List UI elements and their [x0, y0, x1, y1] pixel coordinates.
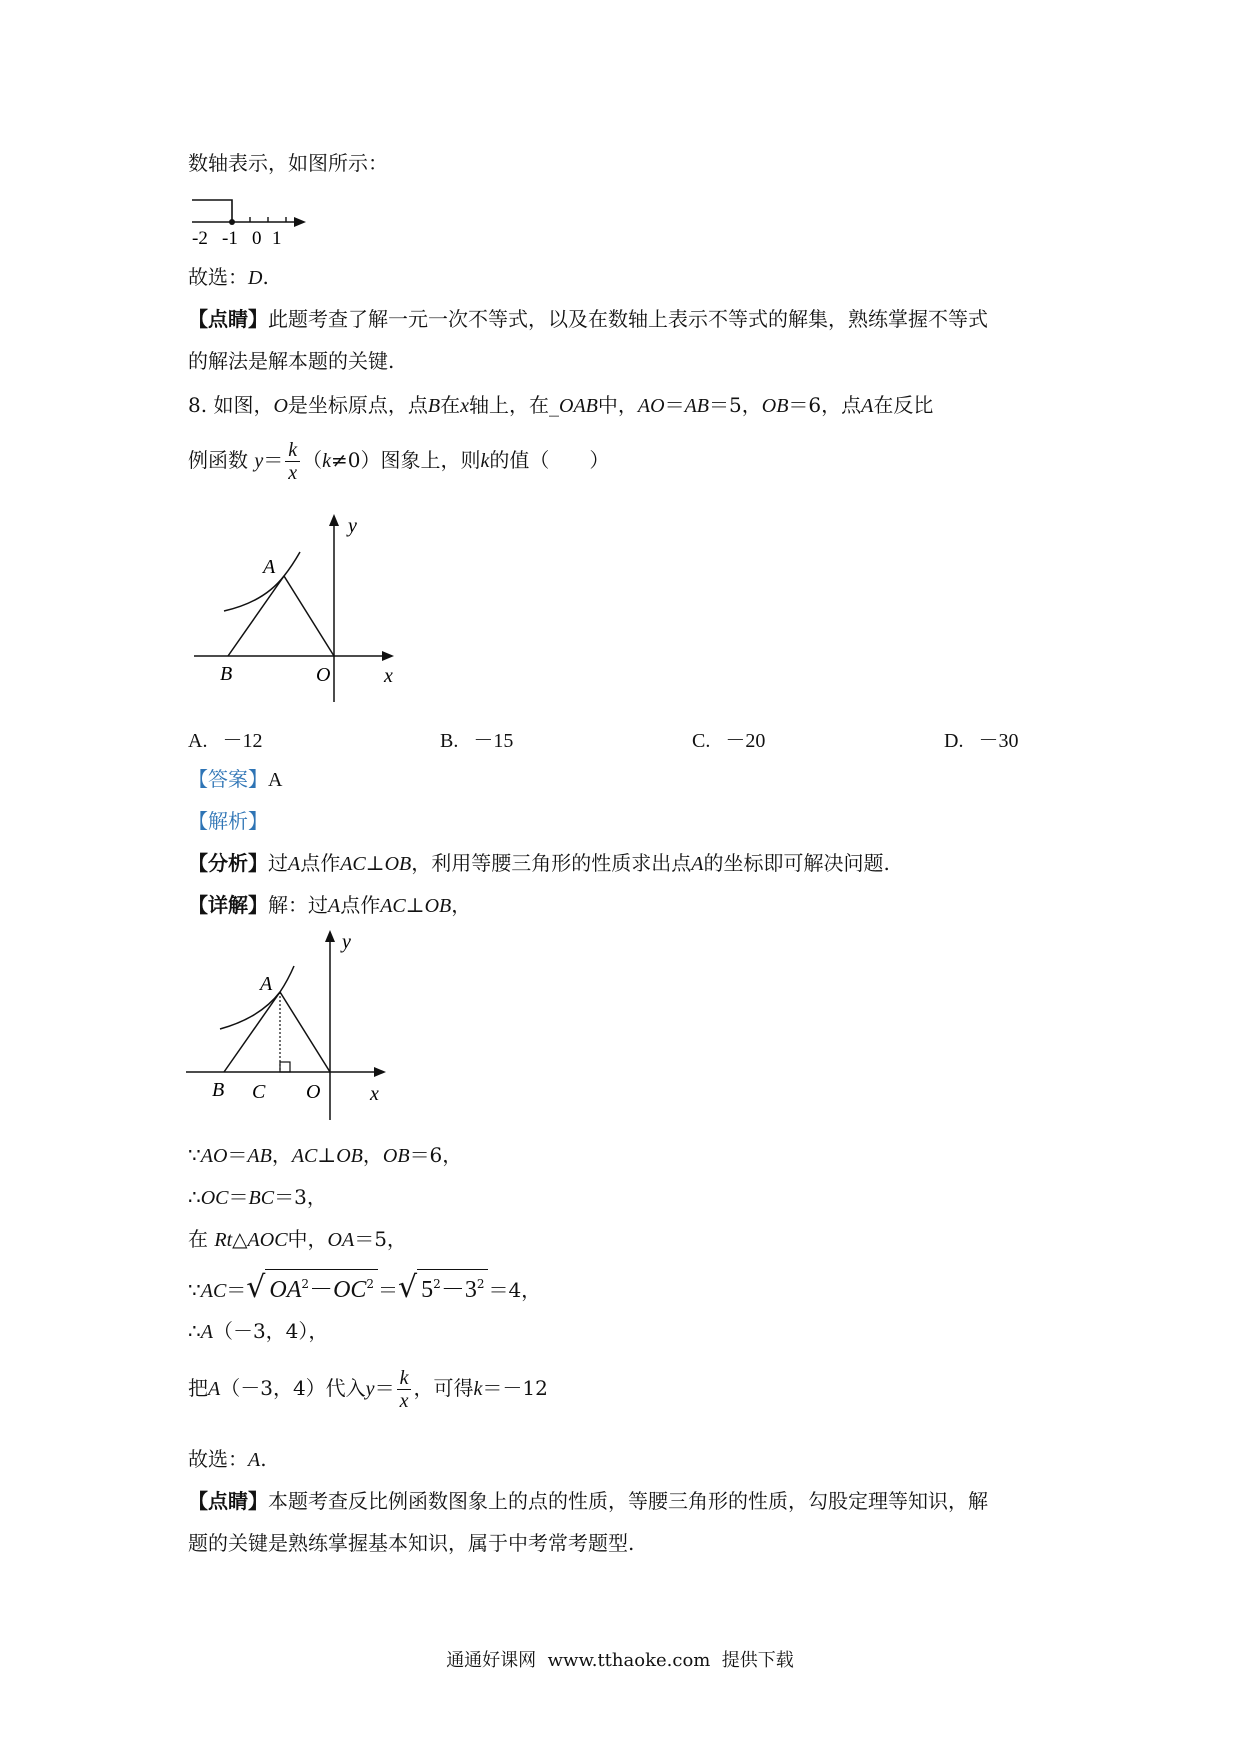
comment-line2: 题的关键是熟练掌握基本知识，属于中考常考题型.	[188, 1531, 635, 1555]
label-A: A	[263, 556, 276, 578]
prev-choice: 故选：D.	[188, 265, 269, 289]
step-3: 在 Rt△AOC中，OA＝5，	[188, 1227, 407, 1251]
label-O: O	[306, 1081, 321, 1103]
step-5: ∴A（－3，4），	[188, 1319, 329, 1343]
label-O: O	[316, 664, 331, 686]
option-c[interactable]: C. －20	[692, 730, 766, 752]
prev-comment-line1: 【点睛】此题考查了解一元一次不等式，以及在数轴上表示不等式的解集，熟练掌握不等式	[188, 307, 988, 331]
footer-tail: 提供下载	[721, 1650, 794, 1671]
step-6: 把A（－3，4）代入y＝ $\frac{k}{x}$ ，可得k＝－12	[188, 1367, 548, 1412]
analysis-heading: 【解析】	[188, 809, 268, 833]
fraction-k-over-x: $\frac{k}{x}$	[285, 439, 300, 484]
label-B: B	[212, 1079, 225, 1101]
label-A: A	[260, 973, 273, 995]
step-7-choice: 故选：A.	[188, 1447, 267, 1471]
tick-label-1: 1	[272, 228, 282, 249]
comment-line1: 【点睛】本题考查反比例函数图象上的点的性质，等腰三角形的性质，勾股定理等知识，解	[188, 1489, 988, 1513]
question-line2: 例函数 y＝ $\frac{k}{x}$ （k≠0）图象上，则k的值（ ）	[188, 439, 610, 484]
option-b[interactable]: B. －15	[440, 730, 514, 752]
step-1: ∵AO＝AB，AC⊥OB，OB＝6，	[188, 1143, 463, 1167]
label-y: y	[348, 515, 357, 537]
label-x: x	[370, 1083, 379, 1105]
step-4: ∵AC＝√ $OA^2-OC^2$ ＝√ $5^2-3^2 =4$，	[188, 1270, 542, 1305]
footer-url[interactable]: www.tthaoke.com	[547, 1650, 711, 1671]
footer-site: 通通好课网	[446, 1650, 537, 1671]
numberline-intro: 数轴表示，如图所示：	[188, 151, 388, 175]
fenxi-line: 【分析】过A点作AC⊥OB，利用等腰三角形的性质求出点A的坐标即可解决问题.	[188, 851, 890, 875]
tick-label-neg2: -2	[192, 228, 208, 249]
question-line1: 8. 如图，O是坐标原点，点B在x轴上，在_OAB中，AO＝AB＝5，OB＝6，点A在反比	[188, 393, 934, 417]
figure-1	[188, 512, 408, 708]
figure-2	[180, 928, 400, 1124]
step-2: ∴OC＝BC＝3，	[188, 1185, 327, 1209]
label-C: C	[252, 1081, 266, 1103]
number-line-figure	[188, 194, 308, 250]
label-x: x	[384, 665, 393, 687]
option-a[interactable]: A. －12	[188, 730, 263, 752]
prev-comment-line2: 的解法是解本题的关键.	[188, 349, 395, 373]
label-B: B	[220, 663, 233, 685]
label-y: y	[342, 931, 351, 953]
detail-line: 【详解】解：过A点作AC⊥OB，	[188, 893, 472, 917]
tick-label-neg1: -1	[222, 228, 238, 249]
tick-label-0: 0	[252, 228, 262, 249]
option-d[interactable]: D. －30	[944, 730, 1019, 752]
footer	[0, 1646, 1240, 1672]
answer: 【答案】A	[188, 767, 283, 791]
